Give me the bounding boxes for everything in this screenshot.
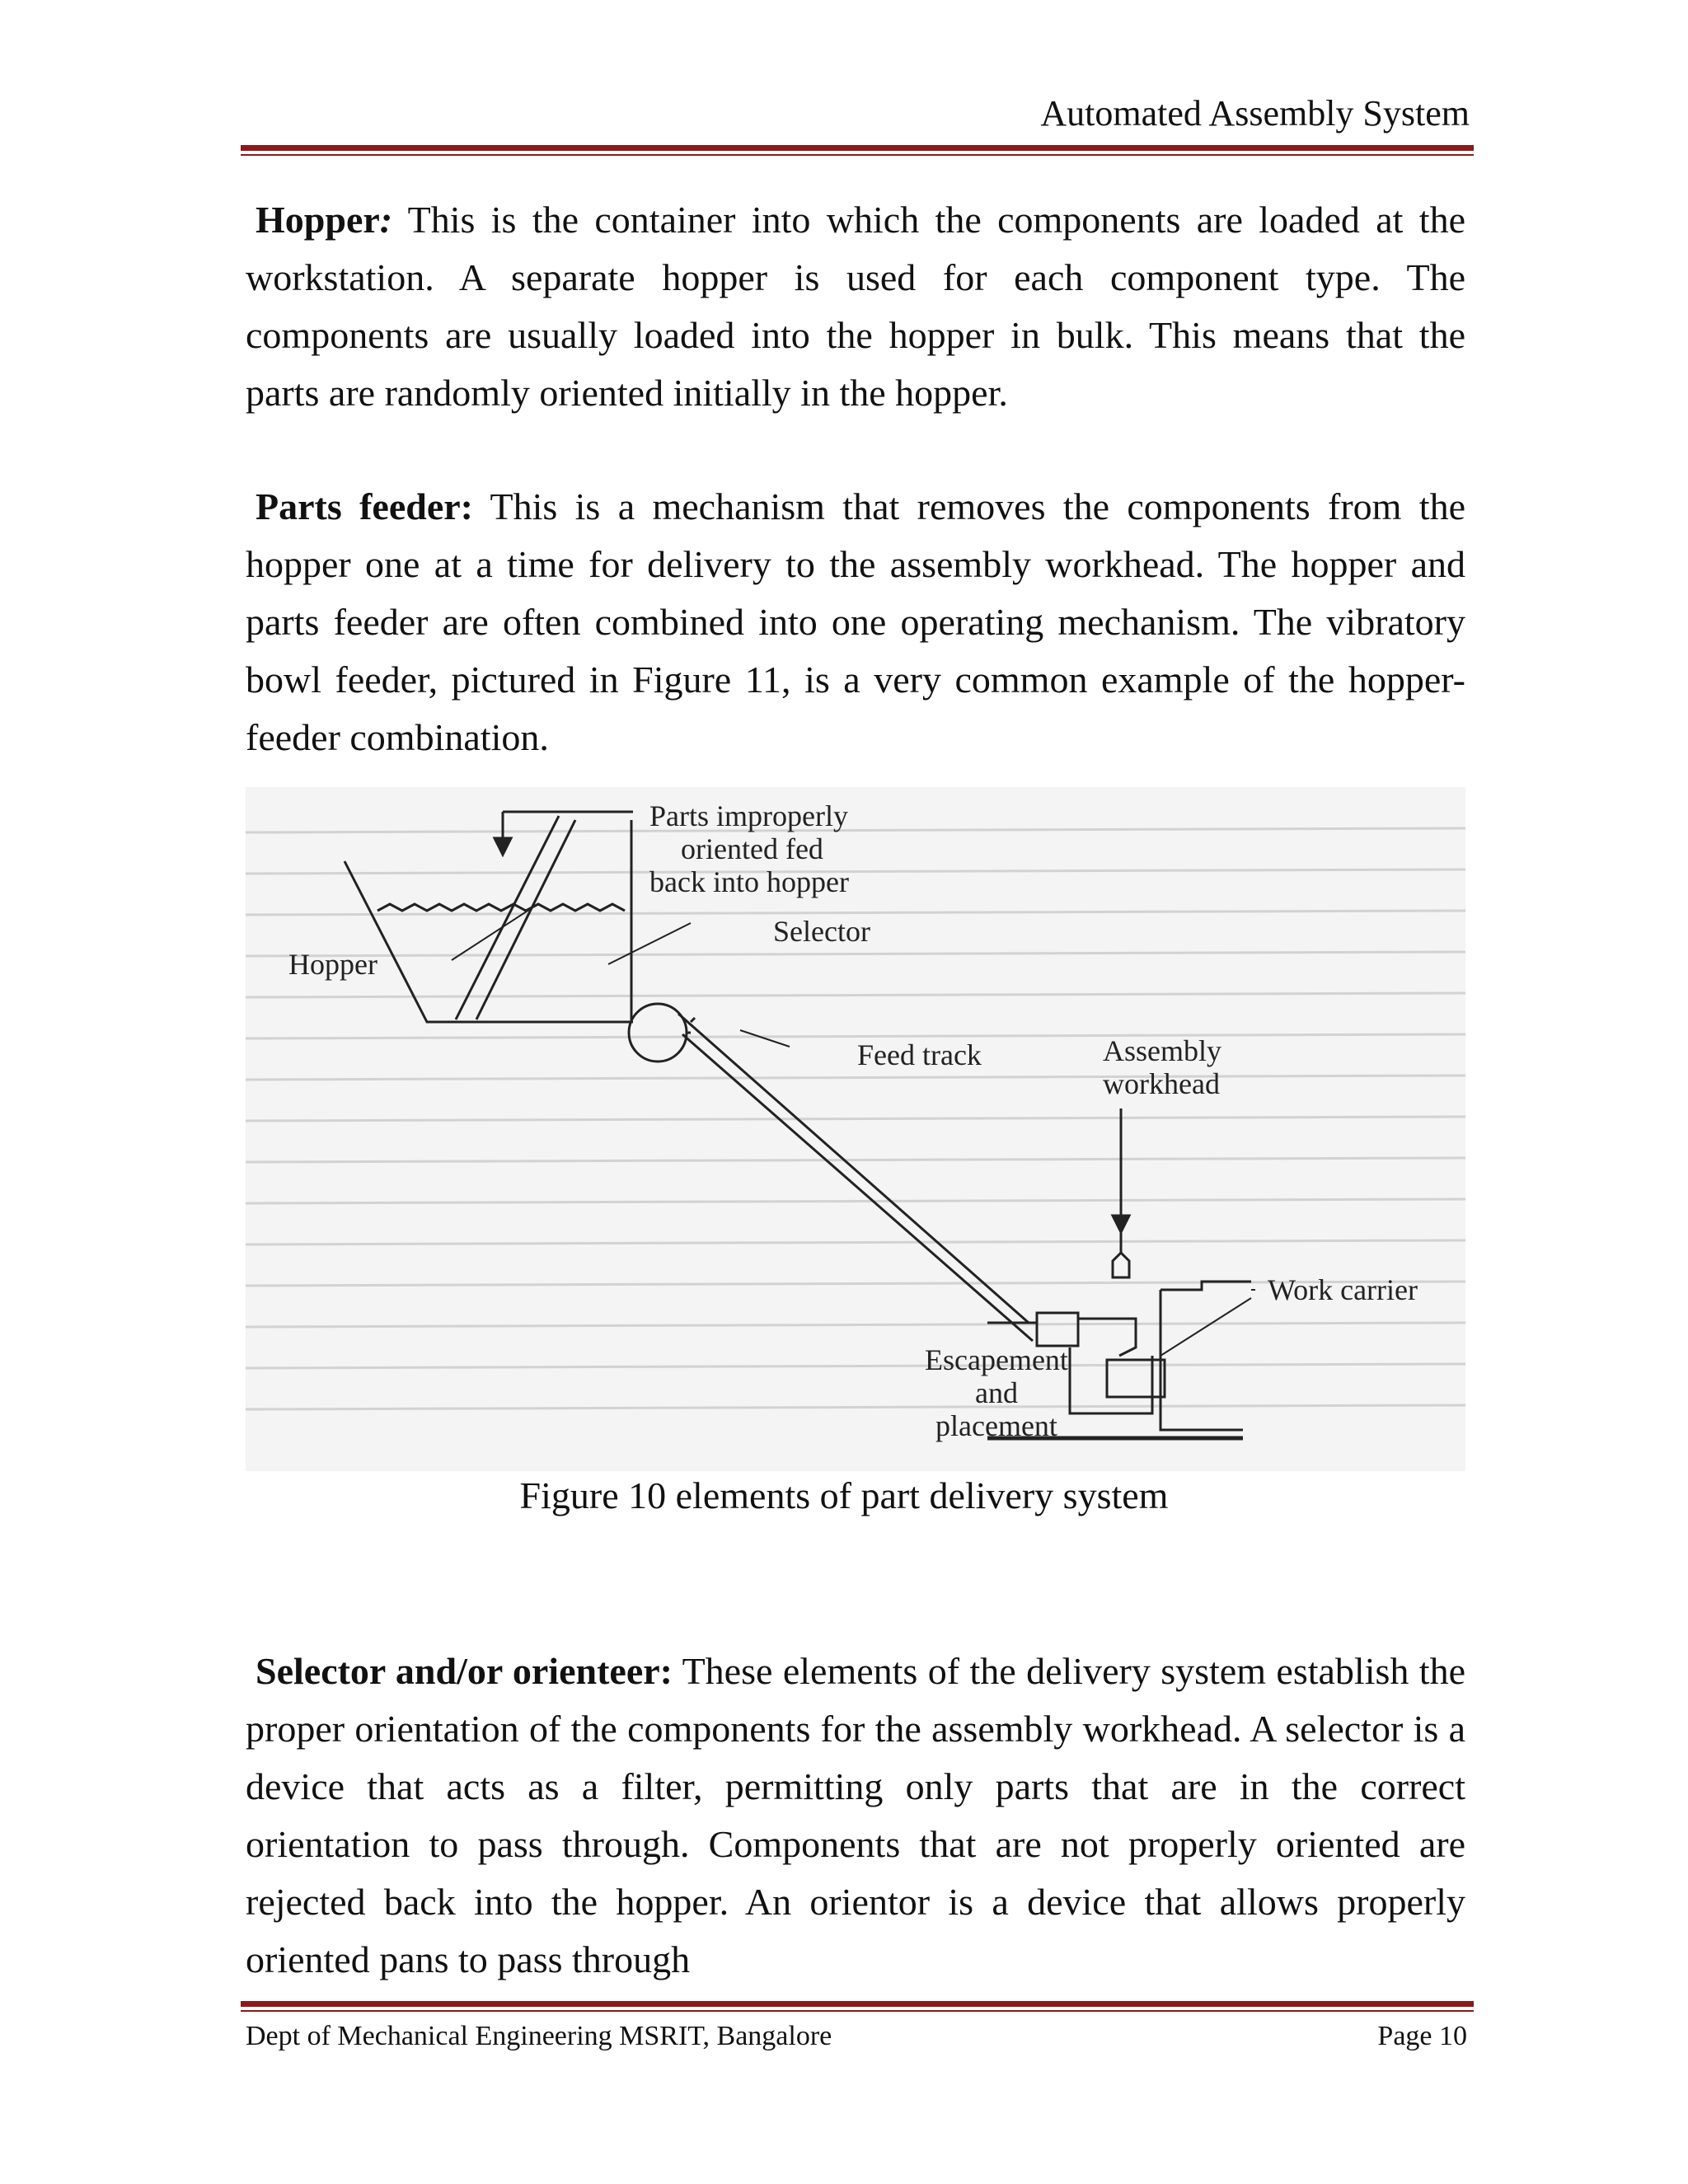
footer-rule bbox=[241, 2001, 1474, 2007]
selector-wheel bbox=[629, 1004, 687, 1062]
term-hopper: Hopper: bbox=[256, 199, 393, 241]
footer-page-number: Page 10 bbox=[1377, 2021, 1467, 2051]
feed-track-line-2 bbox=[682, 1034, 1033, 1341]
workhead-column bbox=[1113, 1228, 1129, 1277]
paragraph-parts-feeder bbox=[246, 478, 1465, 766]
term-selector: Selector and/or orienteer: bbox=[256, 1650, 673, 1692]
header-rule-thin bbox=[241, 154, 1474, 156]
label-feed-track: Feed track bbox=[857, 1038, 982, 1071]
paragraph-hopper bbox=[246, 191, 1465, 422]
figure-part-delivery-system bbox=[246, 787, 1465, 1471]
paragraph-selector bbox=[246, 1643, 1465, 1989]
label-escapement: Escapement and placement bbox=[925, 1343, 1068, 1442]
header-rule bbox=[241, 145, 1474, 151]
label-selector: Selector bbox=[773, 915, 870, 948]
label-leader-lines bbox=[452, 907, 1255, 1356]
footer-rule-thin bbox=[241, 2010, 1474, 2012]
term-parts-feeder: Parts feeder: bbox=[256, 485, 473, 527]
label-assembly-workhead: Assembly workhead bbox=[1103, 1034, 1221, 1100]
paragraph-parts-feeder-body: This is a mechanism that removes the components from the hopper one at a time for delivery to the assembly workhead. The hopper and parts feeder are often combined into one operating mechanism. The vibratory bowl feeder, pictured in Figure 11, is a very common example of the hopper-feeder combination. bbox=[246, 485, 1466, 758]
label-parts-improperly: Parts improperly oriented fed back into hopper bbox=[649, 799, 849, 898]
label-hopper: Hopper bbox=[288, 948, 377, 981]
footer-department: Dept of Mechanical Engineering MSRIT, Bangalore bbox=[246, 2021, 832, 2051]
paragraph-selector-body: These elements of the delivery system establish the proper orientation of the components for the assembly workhead. A selector is a device that acts as a filter, permitting only parts that are in the correct orientation to pass through. Components that are not properly oriented are rejected back into the hopper. An orientor is a device that allows properly oriented pans to pass through bbox=[246, 1650, 1466, 1980]
label-work-carrier: Work carrier bbox=[1268, 1273, 1418, 1306]
delivery-system-diagram bbox=[246, 787, 1465, 1471]
figure-caption: Figure 10 elements of part delivery system bbox=[519, 1474, 1169, 1516]
escapement-box bbox=[1037, 1313, 1078, 1346]
hopper-parts-waves bbox=[377, 904, 625, 911]
paragraph-hopper-body: This is the container into which the components are loaded at the workstation. A separate hopper is used for each component type. The components are usually loaded into the hopper in bulk. This means that the parts are randomly oriented initially in the hopper. bbox=[246, 199, 1466, 414]
page-header-title: Automated Assembly System bbox=[1040, 93, 1470, 134]
